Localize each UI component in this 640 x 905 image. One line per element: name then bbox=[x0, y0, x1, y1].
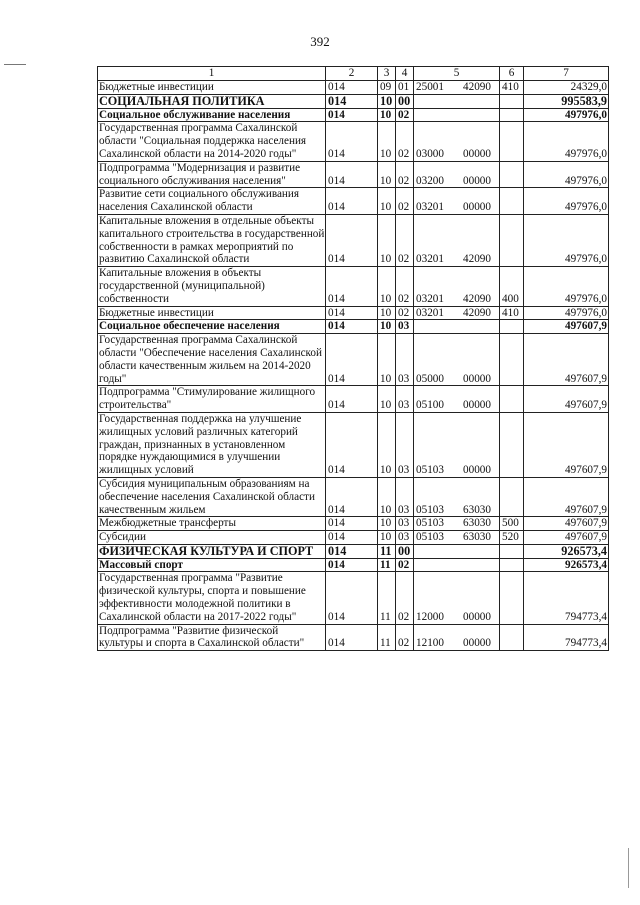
row-section: 11 bbox=[378, 558, 396, 572]
row-expense-type bbox=[500, 188, 524, 215]
row-target-article bbox=[414, 188, 500, 215]
row-target-article bbox=[414, 386, 500, 413]
target-article-program: 05103 bbox=[416, 531, 444, 544]
row-amount: 497607,9 bbox=[524, 320, 609, 334]
target-article-program: 03201 bbox=[416, 201, 444, 214]
row-name: Государственная программа Сахалинской области "Обеспечение населения Сахалинской области качественным жильем на 2014-2020 годы" bbox=[98, 334, 326, 386]
row-section: 10 bbox=[378, 108, 396, 122]
row-ministry: 014 bbox=[326, 517, 378, 531]
budget-table bbox=[97, 66, 609, 651]
row-section: 10 bbox=[378, 306, 396, 320]
row-expense-type bbox=[500, 558, 524, 572]
header-cell: 3 bbox=[378, 67, 396, 81]
row-subsection: 03 bbox=[396, 320, 414, 334]
header-cell: 4 bbox=[396, 67, 414, 81]
row-expense-type bbox=[500, 161, 524, 188]
table-row bbox=[98, 531, 609, 545]
target-article-direction: 63030 bbox=[463, 517, 491, 530]
row-target-article bbox=[414, 306, 500, 320]
header-row bbox=[98, 67, 609, 81]
row-amount: 497976,0 bbox=[524, 306, 609, 320]
row-section: 10 bbox=[378, 412, 396, 477]
row-name: Капитальные вложения в отдельные объекты капитального строительства в государственной собственности в рамках мероприятий по развитию Сахалинской области bbox=[99, 214, 325, 266]
row-target-article bbox=[414, 161, 500, 188]
row-name: Бюджетные инвестиции bbox=[98, 81, 326, 95]
row-target-article bbox=[414, 624, 500, 651]
row-subsection: 03 bbox=[396, 477, 414, 516]
row-target-article bbox=[414, 517, 500, 531]
row-ministry: 014 bbox=[326, 108, 378, 122]
row-amount: 497976,0 bbox=[524, 108, 609, 122]
row-target-article bbox=[414, 531, 500, 545]
target-article-direction: 42090 bbox=[463, 81, 491, 93]
row-expense-type bbox=[500, 108, 524, 122]
row-subsection: 03 bbox=[396, 334, 414, 386]
row-ministry: 014 bbox=[326, 81, 378, 95]
row-amount: 794773,4 bbox=[524, 572, 609, 624]
page-number: 392 bbox=[310, 34, 330, 49]
row-ministry: 014 bbox=[326, 122, 378, 161]
row-name: Субсидия муниципальным образованиям на обеспечение населения Сахалинской области качественным жильем bbox=[98, 477, 326, 516]
row-ministry: 014 bbox=[326, 477, 378, 516]
target-article-direction: 63030 bbox=[463, 531, 491, 544]
row-expense-type: 500 bbox=[500, 517, 524, 531]
row-ministry: 014 bbox=[326, 334, 378, 386]
row-name: Развитие сети социального обслуживания населения Сахалинской области bbox=[98, 188, 326, 215]
target-article-direction: 00000 bbox=[463, 174, 491, 187]
row-ministry: 014 bbox=[326, 386, 378, 413]
row-section: 10 bbox=[378, 531, 396, 545]
row-amount: 497607,9 bbox=[524, 412, 609, 477]
row-ministry: 014 bbox=[326, 188, 378, 215]
table-row bbox=[98, 624, 609, 651]
row-section: 10 bbox=[378, 188, 396, 215]
row-name: Государственная программа "Развитие физической культуры, спорта и повышение эффективности молодежной политики в Сахалинской области на 2017-2022 годы" bbox=[98, 572, 326, 624]
row-target-article bbox=[414, 558, 500, 572]
table-row bbox=[98, 122, 609, 161]
row-subsection: 03 bbox=[396, 531, 414, 545]
row-subsection: 00 bbox=[396, 544, 414, 558]
target-article-direction: 42090 bbox=[463, 253, 491, 266]
table-row bbox=[98, 320, 609, 334]
row-section: 10 bbox=[378, 94, 396, 108]
row-target-article bbox=[414, 320, 500, 334]
row-target-article bbox=[414, 81, 500, 95]
row-expense-type bbox=[500, 214, 524, 266]
row-subsection: 02 bbox=[396, 624, 414, 651]
row-amount: 926573,4 bbox=[524, 558, 609, 572]
row-expense-type bbox=[500, 334, 524, 386]
header-cell: 7 bbox=[524, 67, 609, 81]
table-row bbox=[98, 544, 609, 558]
row-name: Массовый спорт bbox=[98, 558, 326, 572]
table-row bbox=[98, 108, 609, 122]
target-article-direction: 00000 bbox=[463, 637, 491, 650]
target-article-direction: 00000 bbox=[463, 372, 491, 385]
row-subsection: 03 bbox=[396, 386, 414, 413]
target-article-direction: 00000 bbox=[463, 201, 491, 214]
row-section: 10 bbox=[378, 122, 396, 161]
row-name: Подпрограмма "Развитие физической культуры и спорта в Сахалинской области" bbox=[98, 624, 326, 651]
row-section: 11 bbox=[378, 624, 396, 651]
row-subsection: 03 bbox=[396, 412, 414, 477]
table-row bbox=[98, 572, 609, 624]
row-subsection: 02 bbox=[396, 188, 414, 215]
header-cell: 6 bbox=[500, 67, 524, 81]
table-row bbox=[98, 306, 609, 320]
row-expense-type bbox=[500, 320, 524, 334]
table-row bbox=[98, 81, 609, 95]
row-amount: 497607,9 bbox=[524, 477, 609, 516]
row-ministry: 014 bbox=[326, 572, 378, 624]
table-row bbox=[98, 94, 609, 108]
row-amount: 497976,0 bbox=[524, 188, 609, 215]
row-subsection: 02 bbox=[396, 558, 414, 572]
target-article-direction: 00000 bbox=[463, 147, 491, 160]
row-amount: 497976,0 bbox=[524, 122, 609, 161]
row-subsection: 03 bbox=[396, 517, 414, 531]
row-ministry: 014 bbox=[326, 558, 378, 572]
row-target-article bbox=[414, 477, 500, 516]
target-article-program: 12000 bbox=[416, 610, 444, 623]
row-subsection: 02 bbox=[396, 306, 414, 320]
target-article-direction: 00000 bbox=[463, 399, 491, 412]
target-article-program: 05103 bbox=[416, 517, 444, 530]
row-section: 11 bbox=[378, 572, 396, 624]
target-article-program: 03000 bbox=[416, 147, 444, 160]
row-expense-type bbox=[500, 624, 524, 651]
header-cell: 1 bbox=[98, 67, 326, 81]
row-subsection: 02 bbox=[396, 108, 414, 122]
row-expense-type bbox=[500, 477, 524, 516]
table-row bbox=[98, 477, 609, 516]
row-name: Межбюджетные трансферты bbox=[98, 517, 326, 531]
row-expense-type: 410 bbox=[500, 81, 524, 95]
row-name: ФИЗИЧЕСКАЯ КУЛЬТУРА И СПОРТ bbox=[98, 544, 326, 558]
target-article-program: 03201 bbox=[416, 306, 444, 319]
row-subsection: 02 bbox=[396, 161, 414, 188]
row-section: 10 bbox=[378, 214, 396, 266]
table-row bbox=[98, 386, 609, 413]
row-target-article bbox=[414, 122, 500, 161]
target-article-program: 05000 bbox=[416, 372, 444, 385]
row-target-article bbox=[414, 412, 500, 477]
row-ministry: 014 bbox=[326, 94, 378, 108]
row-expense-type: 400 bbox=[500, 267, 524, 306]
row-subsection: 00 bbox=[396, 94, 414, 108]
row-subsection: 02 bbox=[396, 572, 414, 624]
row-name: Бюджетные инвестиции bbox=[98, 306, 326, 320]
target-article-direction: 42090 bbox=[463, 292, 491, 305]
row-expense-type bbox=[500, 412, 524, 477]
row-amount: 497607,9 bbox=[524, 517, 609, 531]
target-article-direction: 42090 bbox=[463, 306, 491, 319]
row-name: Социальное обслуживание населения bbox=[98, 108, 326, 122]
table-row bbox=[98, 188, 609, 215]
row-name: Подпрограмма "Модернизация и развитие социального обслуживания населения" bbox=[98, 161, 326, 188]
target-article-direction: 63030 bbox=[463, 503, 491, 516]
target-article-program: 05103 bbox=[416, 464, 444, 477]
row-amount: 926573,4 bbox=[524, 544, 609, 558]
row-amount: 995583,9 bbox=[524, 94, 609, 108]
row-ministry: 014 bbox=[326, 161, 378, 188]
row-amount: 497607,9 bbox=[524, 386, 609, 413]
target-article-program: 03200 bbox=[416, 174, 444, 187]
row-subsection: 02 bbox=[396, 267, 414, 306]
row-ministry: 014 bbox=[326, 544, 378, 558]
table-row bbox=[98, 334, 609, 386]
row-target-article bbox=[414, 572, 500, 624]
row-subsection: 02 bbox=[396, 122, 414, 161]
row-name: СОЦИАЛЬНАЯ ПОЛИТИКА bbox=[98, 94, 326, 108]
target-article-program: 03201 bbox=[416, 253, 444, 266]
row-target-article bbox=[414, 544, 500, 558]
row-expense-type: 520 bbox=[500, 531, 524, 545]
row-expense-type: 410 bbox=[500, 306, 524, 320]
row-ministry: 014 bbox=[326, 267, 378, 306]
row-amount: 497607,9 bbox=[524, 531, 609, 545]
row-target-article bbox=[414, 214, 500, 266]
row-ministry: 014 bbox=[326, 320, 378, 334]
row-target-article bbox=[414, 108, 500, 122]
table-row bbox=[98, 558, 609, 572]
scan-mark bbox=[4, 64, 26, 65]
row-section: 10 bbox=[378, 320, 396, 334]
target-article-direction: 00000 bbox=[463, 610, 491, 623]
row-amount: 497607,9 bbox=[524, 334, 609, 386]
row-name: Подпрограмма "Стимулирование жилищного строительства" bbox=[98, 386, 326, 413]
row-amount: 497976,0 bbox=[524, 161, 609, 188]
table-row bbox=[98, 214, 609, 266]
row-ministry: 014 bbox=[326, 306, 378, 320]
row-expense-type bbox=[500, 122, 524, 161]
row-subsection: 02 bbox=[396, 214, 414, 266]
target-article-direction: 00000 bbox=[463, 464, 491, 477]
target-article-program: 05103 bbox=[416, 503, 444, 516]
row-name: Государственная программа Сахалинской области "Социальная поддержка населения Сахалинской области на 2014-2020 годы" bbox=[98, 122, 326, 161]
row-ministry: 014 bbox=[326, 624, 378, 651]
row-name: Субсидии bbox=[98, 531, 326, 545]
row-expense-type bbox=[500, 572, 524, 624]
row-name: Капитальные вложения в объекты государственной (муниципальной) собственности bbox=[98, 267, 326, 306]
row-name: Государственная поддержка на улучшение жилищных условий различных категорий граждан, признанных в установленном порядке нуждающимися в улучшении жилищных условий bbox=[98, 412, 326, 477]
row-target-article bbox=[414, 267, 500, 306]
row-section: 10 bbox=[378, 161, 396, 188]
table-row bbox=[98, 267, 609, 306]
table-row bbox=[98, 161, 609, 188]
row-subsection: 01 bbox=[396, 81, 414, 95]
row-section: 11 bbox=[378, 544, 396, 558]
row-ministry: 014 bbox=[326, 214, 378, 266]
table-row bbox=[98, 517, 609, 531]
target-article-program: 12100 bbox=[416, 637, 444, 650]
row-amount: 794773,4 bbox=[524, 624, 609, 651]
row-section: 10 bbox=[378, 386, 396, 413]
row-ministry: 014 bbox=[326, 412, 378, 477]
row-section: 10 bbox=[378, 477, 396, 516]
row-name: Социальное обеспечение населения bbox=[98, 320, 326, 334]
row-section: 10 bbox=[378, 267, 396, 306]
row-expense-type bbox=[500, 544, 524, 558]
row-section: 10 bbox=[378, 334, 396, 386]
row-section: 09 bbox=[378, 81, 396, 95]
row-ministry: 014 bbox=[326, 531, 378, 545]
target-article-program: 05100 bbox=[416, 399, 444, 412]
row-target-article bbox=[414, 94, 500, 108]
header-cell: 5 bbox=[414, 67, 500, 81]
row-amount: 497976,0 bbox=[524, 214, 609, 266]
table-row bbox=[98, 412, 609, 477]
row-amount: 497976,0 bbox=[524, 267, 609, 306]
target-article-program: 25001 bbox=[416, 81, 444, 93]
target-article-program: 03201 bbox=[416, 292, 444, 305]
row-section: 10 bbox=[378, 517, 396, 531]
scan-mark bbox=[628, 848, 629, 888]
row-expense-type bbox=[500, 94, 524, 108]
row-expense-type bbox=[500, 386, 524, 413]
header-cell: 2 bbox=[326, 67, 378, 81]
row-amount: 24329,0 bbox=[524, 81, 609, 95]
row-target-article bbox=[414, 334, 500, 386]
